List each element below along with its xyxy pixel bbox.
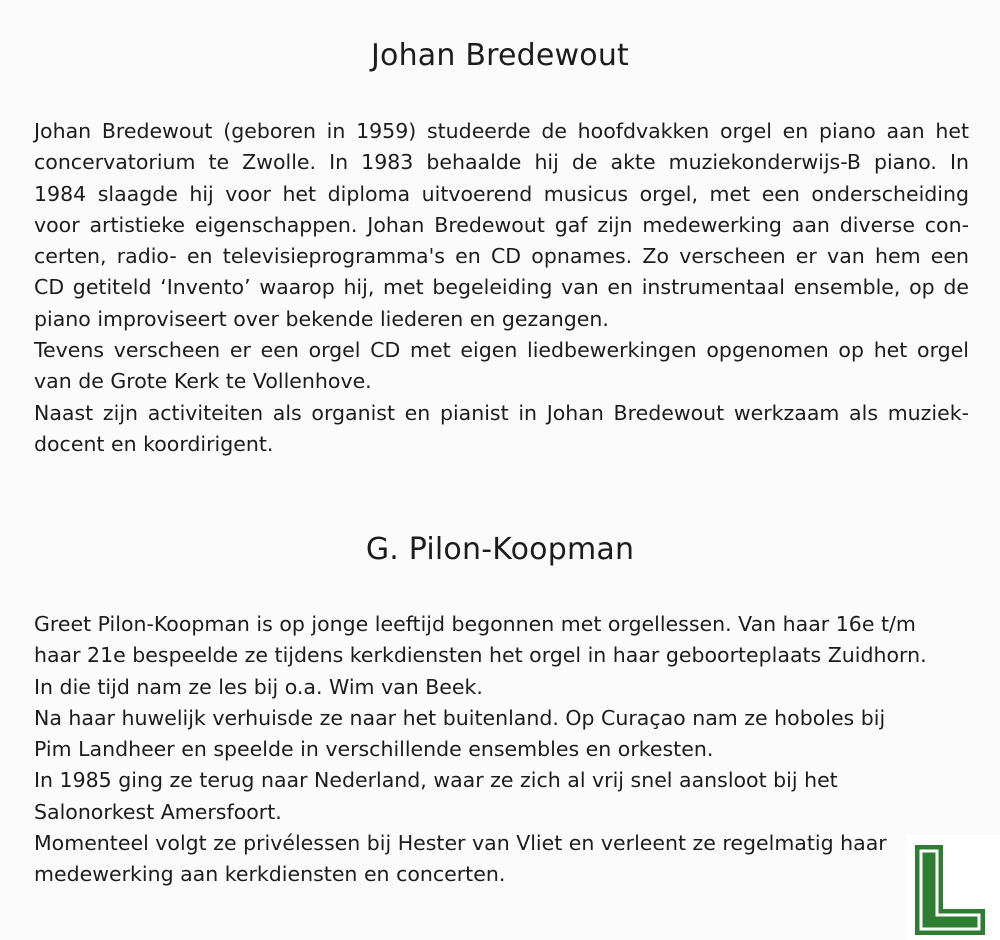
text-line: In die tijd nam ze les bij o.a. Wim van Beek. xyxy=(34,674,483,699)
text-line: voor artistieke eigenschappen. Johan Bredewout gaf zijn medewerking aan diverse con- xyxy=(34,212,969,237)
text-line: concervatorium te Zwolle. In 1983 behaalde hij de akte muziekonderwijs-B piano. In xyxy=(34,150,969,175)
logo-l-shape xyxy=(915,845,985,935)
text-line: piano improviseert over bekende liederen en gezangen. xyxy=(34,306,609,331)
text-line: van de Grote Kerk te Vollenhove. xyxy=(34,369,372,394)
text-line: certen, radio- en televisieprogramma's en CD opnames. Zo verscheen er van hem een xyxy=(34,244,969,269)
text-line: Greet Pilon-Koopman is op jonge leeftijd begonnen met orgellessen. Van haar 16e t/m xyxy=(34,612,916,636)
text-line: Naast zijn activiteiten als organist en pianist in Johan Bredewout werkzaam als muziek- xyxy=(34,400,969,425)
text-line: Tevens verscheen er een orgel CD met eigen liedbewerkingen opgenomen op het orgel xyxy=(34,338,969,363)
text-line: Salonorkest Amersfoort. xyxy=(34,799,282,824)
text-line: docent en koordirigent. xyxy=(34,431,274,456)
text-line: Pim Landheer en speelde in verschillende ensembles en orkesten. xyxy=(34,737,714,762)
text-line: In 1985 ging ze terug naar Nederland, waar ze zich al vrij snel aansloot bij het xyxy=(34,768,838,793)
text-line: CD getiteld ‘Invento’ waarop hij, met begeleiding van en instrumentaal ensemble, op de xyxy=(34,275,969,300)
text-line: 1984 slaagde hij voor het diploma uitvoerend musicus orgel, met een onderscheiding xyxy=(34,181,969,206)
text-line: medewerking aan kerkdiensten en concerten. xyxy=(34,862,506,887)
section-title-g-pilon-koopman: G. Pilon-Koopman xyxy=(365,532,635,567)
text-line: haar 21e bespeelde ze tijdens kerkdiensten het orgel in haar geboorteplaats Zuidhorn. xyxy=(34,643,927,668)
biography-johan-bredewout xyxy=(34,116,969,460)
text-line: Johan Bredewout (geboren in 1959) studeerde de hoofdvakken orgel en piano aan het xyxy=(34,119,969,143)
text-line: Momenteel volgt ze privélessen bij Hester van Vliet en verleent ze regelmatig haar xyxy=(34,831,887,856)
biography-g-pilon-koopman xyxy=(34,609,969,891)
section-title-johan-bredewout: Johan Bredewout xyxy=(370,38,630,73)
text-line: Na haar huwelijk verhuisde ze naar het buitenland. Op Curaçao nam ze hoboles bij xyxy=(34,705,886,730)
lastdodo-l-logo-icon xyxy=(907,835,1000,940)
